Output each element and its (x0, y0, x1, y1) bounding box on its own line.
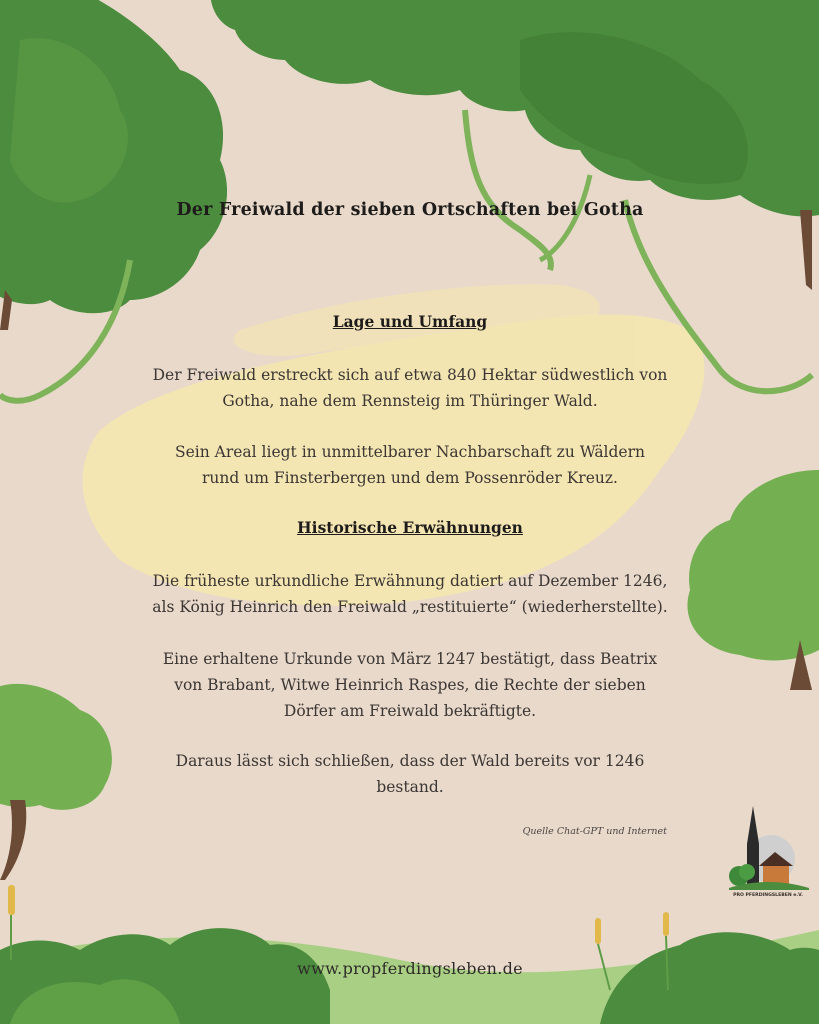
tree-top-left (0, 0, 227, 330)
text-line: Sein Areal liegt in unmittelbarer Nachbarschaft zu Wäldern (174, 443, 646, 461)
paragraph-lage-1 (120, 362, 700, 414)
church-logo-icon (723, 804, 813, 894)
text-line: Der Freiwald erstreckt sich auf etwa 840 Hektar südwestlich von (152, 366, 668, 384)
section-heading-lage: Lage und Umfang (332, 312, 488, 331)
paragraph-historisch-3 (120, 748, 700, 800)
text-line: rund um Finsterbergen und dem Possenröder Kreuz. (202, 469, 618, 487)
text-line: Gotha, nahe dem Rennsteig im Thüringer Wald. (222, 392, 598, 410)
paragraph-historisch-1 (120, 568, 700, 620)
source-note: Quelle Chat-GPT und Internet (522, 826, 667, 837)
paragraph-historisch-2 (120, 646, 700, 724)
logo-caption: PRO PFERDINGSLEBEN e.V. (733, 893, 803, 898)
website-link[interactable]: www.propferdingsleben.de (297, 959, 523, 978)
vine-center (465, 110, 551, 270)
text-line: als König Heinrich den Freiwald „restituierte“ (wiederherstellte). (152, 598, 668, 616)
text-line: Daraus lässt sich schließen, dass der Wald bereits vor 1246 (175, 752, 645, 770)
section-heading-historisch: Historische Erwähnungen (297, 518, 523, 537)
paragraph-lage-2 (120, 439, 700, 491)
text-line: bestand. (376, 778, 444, 796)
bush-right (687, 470, 819, 690)
text-line: von Brabant, Witwe Heinrich Raspes, die Rechte der sieben (174, 676, 646, 694)
page-title: Der Freiwald der sieben Ortschaften bei Gotha (176, 200, 644, 220)
text-line: Eine erhaltene Urkunde von März 1247 bestätigt, dass Beatrix (162, 650, 658, 668)
cattail-plants (8, 885, 669, 944)
tree-top-canopy (210, 0, 819, 290)
bush-left (0, 684, 112, 880)
text-line: Die früheste urkundliche Erwähnung datiert auf Dezember 1246, (152, 572, 668, 590)
text-line: Dörfer am Freiwald bekräftigte. (283, 702, 537, 720)
club-logo (723, 804, 813, 904)
